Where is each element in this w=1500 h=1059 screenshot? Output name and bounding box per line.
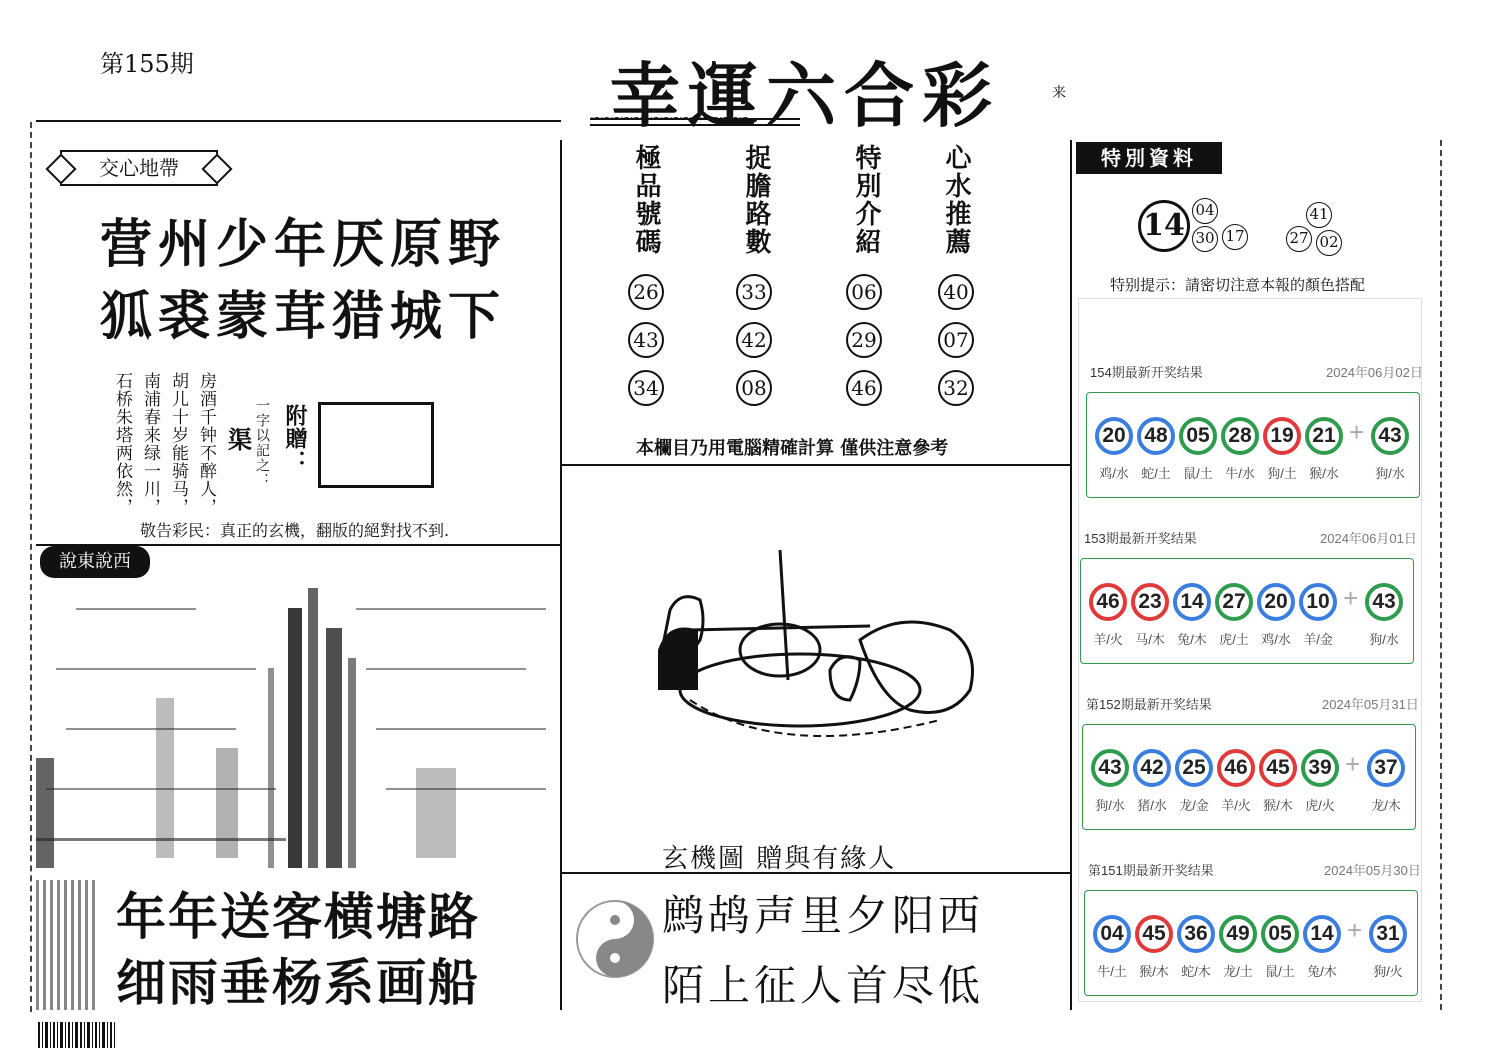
number-ball: 14 (1173, 583, 1211, 621)
zodiac-element-label: 龙/金 (1179, 798, 1209, 813)
number-ball: 21 (1305, 417, 1343, 455)
zodiac-element-label: 兔/木 (1307, 964, 1337, 979)
result-row (1084, 890, 1418, 996)
zodiac-element-label: 羊/火 (1093, 632, 1123, 647)
hint-number: 30 (1192, 226, 1218, 252)
pick-number: 08 (736, 370, 772, 406)
hint-number: 27 (1286, 226, 1312, 252)
title-ornament (590, 118, 800, 126)
special-number-ball: 43 (1365, 583, 1403, 621)
number-ball: 46 (1217, 749, 1255, 787)
center-poem-line-1: 鹧鸪声里夕阳西 (662, 891, 985, 940)
zodiac-element-label: 虎/土 (1219, 632, 1249, 647)
number-ball: 28 (1221, 417, 1259, 455)
color-hint: 特别提示：請密切注意本報的顏色搭配 (1110, 276, 1366, 294)
mystery-chart-caption: 玄機圖 贈與有緣人 (662, 844, 897, 874)
number-ball: 05 (1179, 417, 1217, 455)
pick-number: 43 (628, 322, 664, 358)
left-vine-border (30, 122, 32, 1012)
pick-number: 29 (846, 322, 882, 358)
page-title: 幸運六合彩 (610, 54, 1000, 137)
top-left-rule (36, 120, 561, 122)
result-row (1082, 724, 1416, 830)
pick-number: 46 (846, 370, 882, 406)
number-ball: 45 (1135, 915, 1173, 953)
number-ball: 43 (1091, 749, 1129, 787)
result-title: 第151期最新开奖结果 (1088, 863, 1214, 878)
result-title: 153期最新开奖结果 (1084, 531, 1197, 546)
zodiac-element-label: 蛇/土 (1141, 466, 1171, 481)
zodiac-element-label: 龙/土 (1223, 964, 1253, 979)
zodiac-element-label: 牛/水 (1225, 466, 1255, 481)
result-title: 第152期最新开奖结果 (1086, 697, 1212, 712)
special-number-ball: 31 (1369, 915, 1407, 953)
pick-number: 06 (846, 274, 882, 310)
result-title: 154期最新开奖结果 (1090, 365, 1203, 380)
zodiac-element-label: 猴/水 (1309, 466, 1339, 481)
zodiac-element-label: 猴/木 (1263, 798, 1293, 813)
center-left-divider (560, 140, 562, 1010)
gift-label: 附贈： (282, 404, 308, 473)
zodiac-element-label: 狗/土 (1267, 466, 1297, 481)
number-ball: 27 (1215, 583, 1253, 621)
zodiac-element-label: 羊/金 (1303, 632, 1333, 647)
featured-number: 14 (1138, 200, 1190, 252)
riddle-hint: 一字以記之： (254, 398, 270, 488)
notice-line: 敬告彩民：真正的玄機，翻版的絕對找不到. (140, 521, 450, 540)
special-number-ball: 37 (1367, 749, 1405, 787)
scanned-text-image (36, 548, 558, 878)
center-right-divider (1070, 140, 1072, 1010)
number-ball: 39 (1301, 749, 1339, 787)
zodiac-element-label: 鼠/土 (1265, 964, 1295, 979)
verse-column-1: 房酒千钟不醉人， (196, 372, 216, 516)
number-ball: 45 (1259, 749, 1297, 787)
special-zodiac-label: 狗/水 (1375, 466, 1405, 481)
pick-number: 40 (938, 274, 974, 310)
hint-number: 17 (1222, 224, 1248, 250)
pick-number: 26 (628, 274, 664, 310)
number-ball: 48 (1137, 417, 1175, 455)
zodiac-element-label: 猴/木 (1139, 964, 1169, 979)
zodiac-element-label: 狗/水 (1095, 798, 1125, 813)
special-zodiac-label: 狗/火 (1373, 964, 1403, 979)
poem-line-2: 狐裘蒙茸猎城下 (100, 286, 507, 347)
title-tail: 来 (1052, 85, 1066, 101)
number-ball: 49 (1219, 915, 1257, 953)
zodiac-element-label: 猪/水 (1137, 798, 1167, 813)
pick-number: 42 (736, 322, 772, 358)
column-head-2: 捉膽路數 (741, 144, 771, 256)
result-date: 2024年06月01日 (1320, 531, 1417, 546)
plus-icon: + (1347, 915, 1363, 945)
riddle-word: 渠 (228, 425, 252, 454)
yin-yang-icon (574, 898, 656, 980)
zodiac-element-label: 兔/木 (1177, 632, 1207, 647)
column-head-1: 極品號碼 (631, 144, 661, 256)
number-ball: 19 (1263, 417, 1301, 455)
number-ball: 46 (1089, 583, 1127, 621)
right-vine-border (1440, 140, 1442, 1010)
say-east-west-tag: 說東說西 (40, 546, 150, 578)
heart-zone-tag: 交心地帶 (60, 150, 218, 186)
number-ball: 20 (1095, 417, 1133, 455)
zodiac-element-label: 马/木 (1135, 632, 1165, 647)
plus-icon: + (1343, 583, 1359, 613)
column-head-3: 特別介紹 (851, 144, 881, 256)
pick-number: 32 (938, 370, 974, 406)
poem-line-1: 营州少年厌原野 (100, 214, 507, 275)
center-poem-line-2: 陌上征人首尽低 (662, 961, 985, 1010)
special-number-ball: 43 (1371, 417, 1409, 455)
computation-note: 本欄目乃用電腦精確計算 僅供注意參考 (636, 438, 949, 459)
pick-number: 07 (938, 322, 974, 358)
special-info-tag: 特別資料 (1076, 142, 1222, 174)
number-ball: 42 (1133, 749, 1171, 787)
number-ball: 36 (1177, 915, 1215, 953)
result-row (1080, 558, 1414, 664)
issue-number: 第155期 (100, 50, 194, 78)
center-rule-1 (562, 464, 1070, 466)
zodiac-element-label: 鸡/水 (1099, 466, 1129, 481)
number-ball: 14 (1303, 915, 1341, 953)
result-row (1086, 392, 1420, 498)
pick-number: 34 (628, 370, 664, 406)
barcode-icon (38, 1022, 118, 1048)
ox-millstone-illustration (630, 540, 1000, 770)
special-zodiac-label: 龙/木 (1371, 798, 1401, 813)
hint-number: 41 (1306, 202, 1332, 228)
zodiac-element-label: 牛/土 (1097, 964, 1127, 979)
verse-column-4: 石桥朱塔两依然， (112, 372, 132, 516)
zodiac-element-label: 鼠/土 (1183, 466, 1213, 481)
zodiac-element-label: 蛇/木 (1181, 964, 1211, 979)
number-ball: 10 (1299, 583, 1337, 621)
zodiac-element-label: 羊/火 (1221, 798, 1251, 813)
zodiac-element-label: 鸡/水 (1261, 632, 1291, 647)
bottom-poem-line-1: 年年送客横塘路 (116, 887, 480, 946)
answer-box (318, 402, 434, 488)
result-date: 2024年05月31日 (1322, 697, 1419, 712)
verse-column-3: 南浦春来绿一川， (140, 372, 160, 516)
bottom-poem-line-2: 细雨垂杨系画船 (116, 953, 480, 1012)
number-ball: 04 (1093, 915, 1131, 953)
verse-column-2: 胡儿十岁能骑马， (168, 372, 188, 516)
number-ball: 20 (1257, 583, 1295, 621)
column-head-4: 心水推薦 (941, 144, 971, 256)
hint-number: 04 (1192, 198, 1218, 224)
number-ball: 25 (1175, 749, 1213, 787)
hint-number: 02 (1316, 230, 1342, 256)
result-date: 2024年05月30日 (1324, 863, 1421, 878)
number-ball: 23 (1131, 583, 1169, 621)
special-zodiac-label: 狗/水 (1369, 632, 1399, 647)
scan-noise-block (36, 880, 96, 1010)
plus-icon: + (1349, 417, 1365, 447)
result-date: 2024年06月02日 (1326, 365, 1423, 380)
plus-icon: + (1345, 749, 1361, 779)
pick-number: 33 (736, 274, 772, 310)
number-ball: 05 (1261, 915, 1299, 953)
zodiac-element-label: 虎/火 (1305, 798, 1335, 813)
